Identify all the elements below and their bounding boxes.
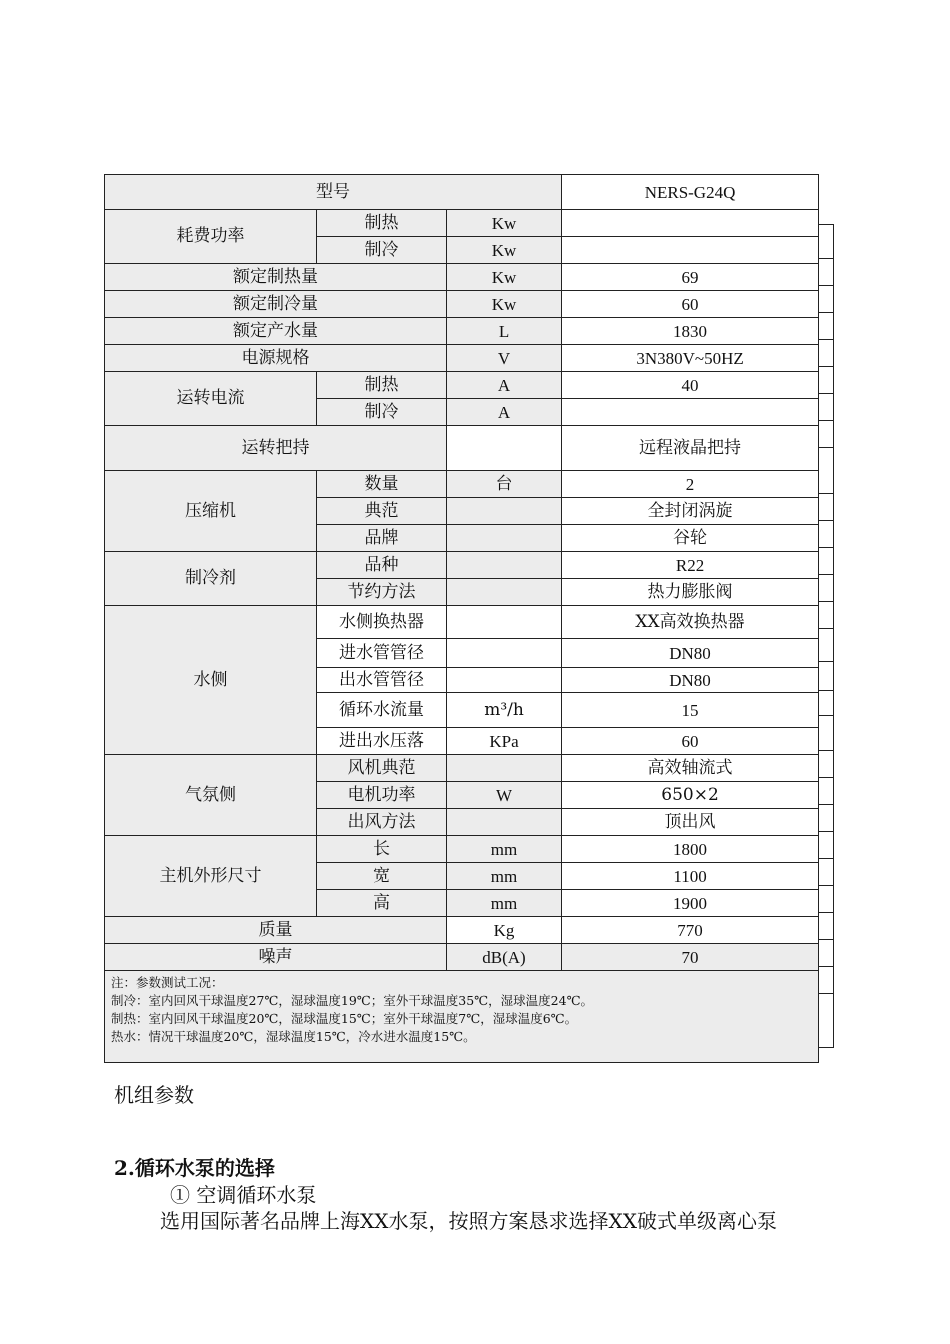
sub-label: 制热 xyxy=(317,210,447,237)
value-cell: 770 xyxy=(562,917,819,944)
value-cell: 3N380V~50HZ xyxy=(562,345,819,372)
side-tick xyxy=(818,690,834,691)
unit-cell: V xyxy=(447,345,562,372)
value-cell: 650×2 xyxy=(562,782,819,809)
sub-label: 宽 xyxy=(317,863,447,890)
table-caption: 机组参数 xyxy=(114,1083,194,1107)
value-cell: 60 xyxy=(562,291,819,318)
group-label: 主机外形尺寸 xyxy=(105,836,317,917)
unit-cell: Kw xyxy=(447,291,562,318)
value-cell: 热力膨胀阀 xyxy=(562,579,819,606)
table-row xyxy=(105,372,819,399)
value-cell: DN80 xyxy=(562,668,819,693)
table-row xyxy=(105,345,819,372)
sub-label: 进水管管径 xyxy=(317,639,447,668)
sub-label: 品种 xyxy=(317,552,447,579)
value-cell: 15 xyxy=(562,693,819,728)
value-cell xyxy=(562,399,819,426)
value-cell xyxy=(562,210,819,237)
row-label: 额定产水量 xyxy=(105,318,447,345)
side-tick xyxy=(818,493,834,494)
note-line: 注：参数测试工况： xyxy=(111,975,224,990)
side-tick xyxy=(818,858,834,859)
row-label: 噪声 xyxy=(105,944,447,971)
sub-label: 水侧换热器 xyxy=(317,606,447,639)
side-tick xyxy=(818,574,834,575)
table-row xyxy=(105,471,819,498)
unit-cell xyxy=(447,579,562,606)
sub-label: 制热 xyxy=(317,372,447,399)
value-cell: 60 xyxy=(562,728,819,755)
unit-cell xyxy=(447,755,562,782)
group-label: 运转电流 xyxy=(105,372,317,426)
value-cell: 2 xyxy=(562,471,819,498)
side-tick xyxy=(818,628,834,629)
unit-cell xyxy=(447,668,562,693)
sub-label: 品牌 xyxy=(317,525,447,552)
value-cell: 1900 xyxy=(562,890,819,917)
group-label: 耗费功率 xyxy=(105,210,317,264)
side-tick xyxy=(818,804,834,805)
unit-cell: Kw xyxy=(447,210,562,237)
value-cell: 40 xyxy=(562,372,819,399)
spec-table xyxy=(104,174,819,1063)
unit-cell: L xyxy=(447,318,562,345)
side-tick xyxy=(818,339,834,340)
side-tick xyxy=(818,547,834,548)
row-label: 电源规格 xyxy=(105,345,447,372)
value-cell: 1830 xyxy=(562,318,819,345)
unit-cell: mm xyxy=(447,836,562,863)
side-tick xyxy=(818,520,834,521)
side-tick xyxy=(818,912,834,913)
side-tick xyxy=(818,601,834,602)
table-row xyxy=(105,210,819,237)
table-row xyxy=(105,836,819,863)
unit-cell: mm xyxy=(447,890,562,917)
table-row xyxy=(105,606,819,639)
test-conditions-note xyxy=(105,971,819,1063)
sub-label: 节约方法 xyxy=(317,579,447,606)
table-row xyxy=(105,318,819,345)
unit-cell: Kg xyxy=(447,917,562,944)
value-cell: DN80 xyxy=(562,639,819,668)
side-tick xyxy=(818,285,834,286)
group-label: 水侧 xyxy=(105,606,317,755)
sub-label: 出风方法 xyxy=(317,809,447,836)
value-cell: 远程液晶把持 xyxy=(562,426,819,471)
sub-label: 制冷 xyxy=(317,237,447,264)
note-line: 制冷：室内回风干球温度27℃，湿球温度19℃；室外干球温度35℃，湿球温度24℃。 xyxy=(111,993,594,1008)
side-tick xyxy=(818,312,834,313)
side-tick xyxy=(818,420,834,421)
sub-label: 高 xyxy=(317,890,447,917)
side-tick xyxy=(818,1047,834,1048)
unit-cell: W xyxy=(447,782,562,809)
side-line xyxy=(833,224,834,1048)
side-tick xyxy=(818,777,834,778)
side-tick xyxy=(818,447,834,448)
value-cell: XX高效换热器 xyxy=(562,606,819,639)
value-cell: 1100 xyxy=(562,863,819,890)
value-cell: 1800 xyxy=(562,836,819,863)
sub-label: 电机功率 xyxy=(317,782,447,809)
sub-label: 风机典范 xyxy=(317,755,447,782)
table-row xyxy=(105,917,819,944)
side-tick xyxy=(818,966,834,967)
unit-cell: dB(A) xyxy=(447,944,562,971)
value-cell xyxy=(562,237,819,264)
side-tick xyxy=(818,258,834,259)
row-label: 额定制冷量 xyxy=(105,291,447,318)
unit-cell: Kw xyxy=(447,264,562,291)
unit-cell: A xyxy=(447,372,562,399)
table-row xyxy=(105,552,819,579)
value-cell: 69 xyxy=(562,264,819,291)
row-label: 质量 xyxy=(105,917,447,944)
value-cell: 高效轴流式 xyxy=(562,755,819,782)
unit-cell xyxy=(447,426,562,471)
value-cell: 70 xyxy=(562,944,819,971)
unit-cell: mm xyxy=(447,863,562,890)
note-line: 制热：室内回风干球温度20℃，湿球温度15℃；室外干球温度7℃，湿球温度6℃。 xyxy=(111,1011,578,1026)
side-tick xyxy=(818,661,834,662)
group-label: 压缩机 xyxy=(105,471,317,552)
table-row xyxy=(105,755,819,782)
table-row xyxy=(105,264,819,291)
sub-label: 长 xyxy=(317,836,447,863)
side-tick xyxy=(818,939,834,940)
sub-label: 制冷 xyxy=(317,399,447,426)
model-value: NERS-G24Q xyxy=(562,175,819,210)
group-label: 气氛侧 xyxy=(105,755,317,836)
table-row xyxy=(105,944,819,971)
unit-cell: m³/h xyxy=(447,693,562,728)
value-cell: R22 xyxy=(562,552,819,579)
unit-cell: A xyxy=(447,399,562,426)
note-line: 热水：情况干球温度20℃，湿球温度15℃，冷水进水温度15℃。 xyxy=(111,1029,476,1044)
sub-label: 典范 xyxy=(317,498,447,525)
side-tick xyxy=(818,366,834,367)
unit-cell: KPa xyxy=(447,728,562,755)
unit-cell xyxy=(447,639,562,668)
table-row xyxy=(105,291,819,318)
value-cell: 谷轮 xyxy=(562,525,819,552)
section-heading: 2.循环水泵的选择 xyxy=(114,1156,275,1180)
table-row xyxy=(105,971,819,1063)
row-label: 额定制热量 xyxy=(105,264,447,291)
side-tick xyxy=(818,831,834,832)
body-paragraph: 选用国际著名品牌上海XX水泵，按照方案恳求选择XX破式单级离心泵 xyxy=(160,1209,777,1233)
table-row xyxy=(105,175,819,210)
sub-heading: ① 空调循环水泵 xyxy=(170,1183,317,1207)
sub-label: 循环水流量 xyxy=(317,693,447,728)
table-side-ruler xyxy=(818,224,834,1048)
row-label: 运转把持 xyxy=(105,426,447,471)
unit-cell xyxy=(447,525,562,552)
side-tick xyxy=(818,224,834,225)
sub-label: 数量 xyxy=(317,471,447,498)
value-cell: 顶出风 xyxy=(562,809,819,836)
unit-cell xyxy=(447,809,562,836)
side-tick xyxy=(818,393,834,394)
group-label: 制冷剂 xyxy=(105,552,317,606)
table-row xyxy=(105,426,819,471)
unit-cell xyxy=(447,552,562,579)
side-tick xyxy=(818,885,834,886)
unit-cell: 台 xyxy=(447,471,562,498)
side-tick xyxy=(818,715,834,716)
side-tick xyxy=(818,993,834,994)
side-tick xyxy=(818,750,834,751)
sub-label: 出水管管径 xyxy=(317,668,447,693)
unit-cell: Kw xyxy=(447,237,562,264)
sub-label: 进出水压落 xyxy=(317,728,447,755)
model-label: 型号 xyxy=(105,175,562,210)
unit-cell xyxy=(447,606,562,639)
unit-cell xyxy=(447,498,562,525)
value-cell: 全封闭涡旋 xyxy=(562,498,819,525)
